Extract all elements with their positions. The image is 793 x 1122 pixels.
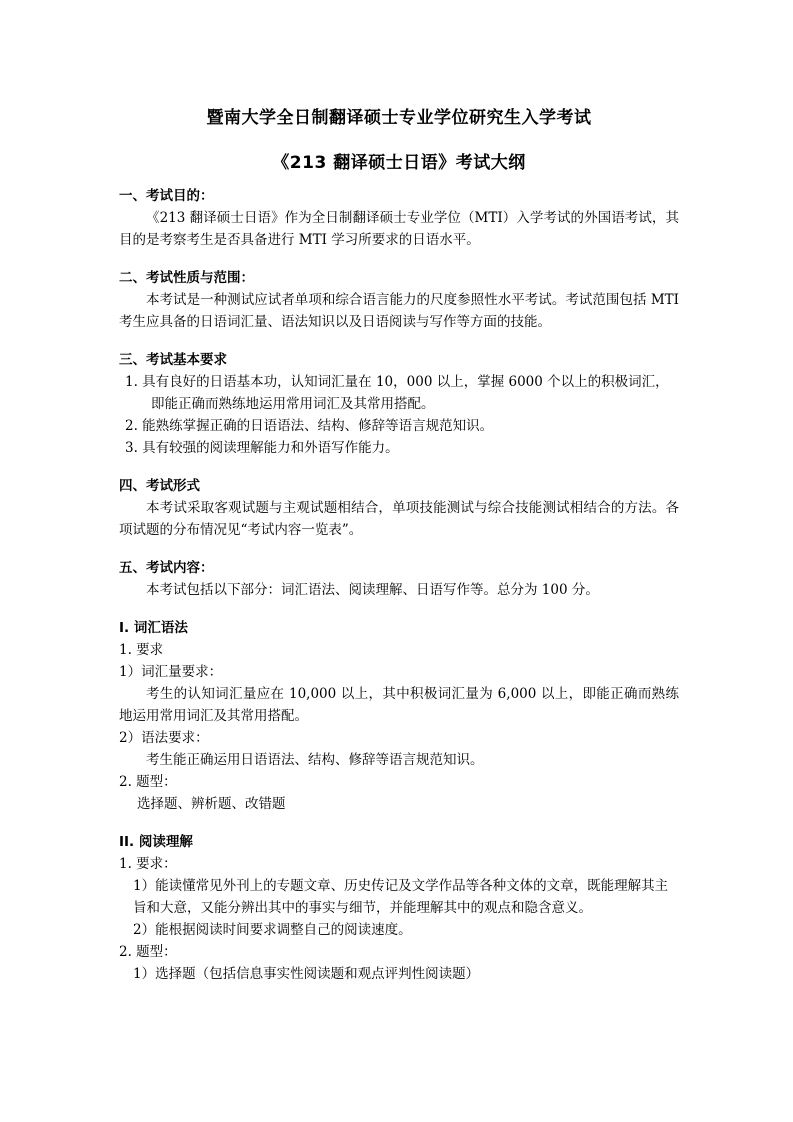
document-title-line1: 暨南大学全日制翻译硕士专业学位研究生入学考试 (206, 108, 592, 128)
section-heading-nature-scope: 二、考试性质与范围： (119, 270, 254, 286)
subheading-requirements: 1. 要求： (119, 856, 177, 872)
question-types-body: 选择题、辨析题、改错题 (137, 796, 286, 812)
subheading-question-types: 2. 题型： (119, 774, 177, 790)
section-body-format: 本考试采取客观试题与主观试题相结合，单项技能测试与综合技能测试相结合的方法。各项试题的分布情况见“考试内容一览表”。 (119, 500, 679, 538)
spacer (119, 541, 679, 557)
part-heading-vocabulary-grammar: I. 词汇语法 (119, 620, 188, 636)
spacer (119, 601, 679, 617)
document-title-line2: 《213 翻译硕士日语》考试大纲 (272, 153, 526, 173)
section-body-content: 本考试包括以下部分：词汇语法、阅读理解、日语写作等。总分为 100 分。 (146, 582, 599, 598)
subheading-requirements: 1. 要求 (119, 642, 164, 658)
subheading-question-types: 2. 题型： (119, 944, 177, 960)
grammar-requirement-body: 考生能正确运用日语语法、结构、修辞等语言规范知识。 (146, 752, 484, 768)
section-body-nature-scope: 本考试是一种测试应试者单项和综合语言能力的尺度参照性水平考试。考试范围包括 MTI 考生应具备的日语词汇量、语法知识以及日语阅读与写作等方面的技能。 (119, 292, 679, 330)
spacer (119, 251, 679, 267)
spacer (119, 459, 679, 475)
vocab-requirement-label: 1）词汇量要求： (119, 664, 223, 680)
spacer (119, 815, 679, 831)
list-item: 2. 能熟练掌握正确的日语语法、结构、修辞等语言规范知识。 (125, 418, 494, 434)
vocab-requirement-body: 考生的认知词汇量应在 10,000 以上，其中积极词汇量为 6,000 以上，即能正确而熟练地运用常用词汇及其常用搭配。 (119, 686, 679, 724)
section-heading-purpose: 一、考试目的： (119, 188, 214, 204)
list-item: 1. 具有良好的日语基本功，认知词汇量在 10，000 以上，掌握 6000 个以上的积极词汇，即能正确而熟练地运用常用词汇及其常用搭配。 (125, 374, 669, 412)
reading-question-type-1: 1）选择题（包括信息事实性阅读题和观点评判性阅读题） (133, 966, 480, 982)
section-body-purpose: 《213 翻译硕士日语》作为全日制翻译硕士专业学位（MTI）入学考试的外国语考试，其目的是考察考生是否具备进行 MTI 学习所要求的日语水平。 (119, 210, 679, 248)
grammar-requirement-label: 2）语法要求： (119, 730, 209, 746)
spacer (119, 333, 679, 349)
part-heading-reading: II. 阅读理解 (119, 834, 193, 850)
list-item: 3. 具有较强的阅读理解能力和外语写作能力。 (125, 440, 399, 456)
section-heading-content: 五、考试内容： (119, 560, 214, 576)
reading-requirement-2: 2）能根据阅读时间要求调整自己的阅读速度。 (133, 922, 412, 938)
section-heading-basic-requirements: 三、考试基本要求 (119, 352, 227, 368)
document-content (119, 100, 679, 985)
reading-requirement-1: 1）能读懂常见外刊上的专题文章、历史传记及文学作品等各种文体的文章，既能理解其主旨和大意，又能分辨出其中的事实与细节，并能理解其中的观点和隐含意义。 (133, 878, 669, 916)
section-heading-format: 四、考试形式 (119, 478, 200, 494)
